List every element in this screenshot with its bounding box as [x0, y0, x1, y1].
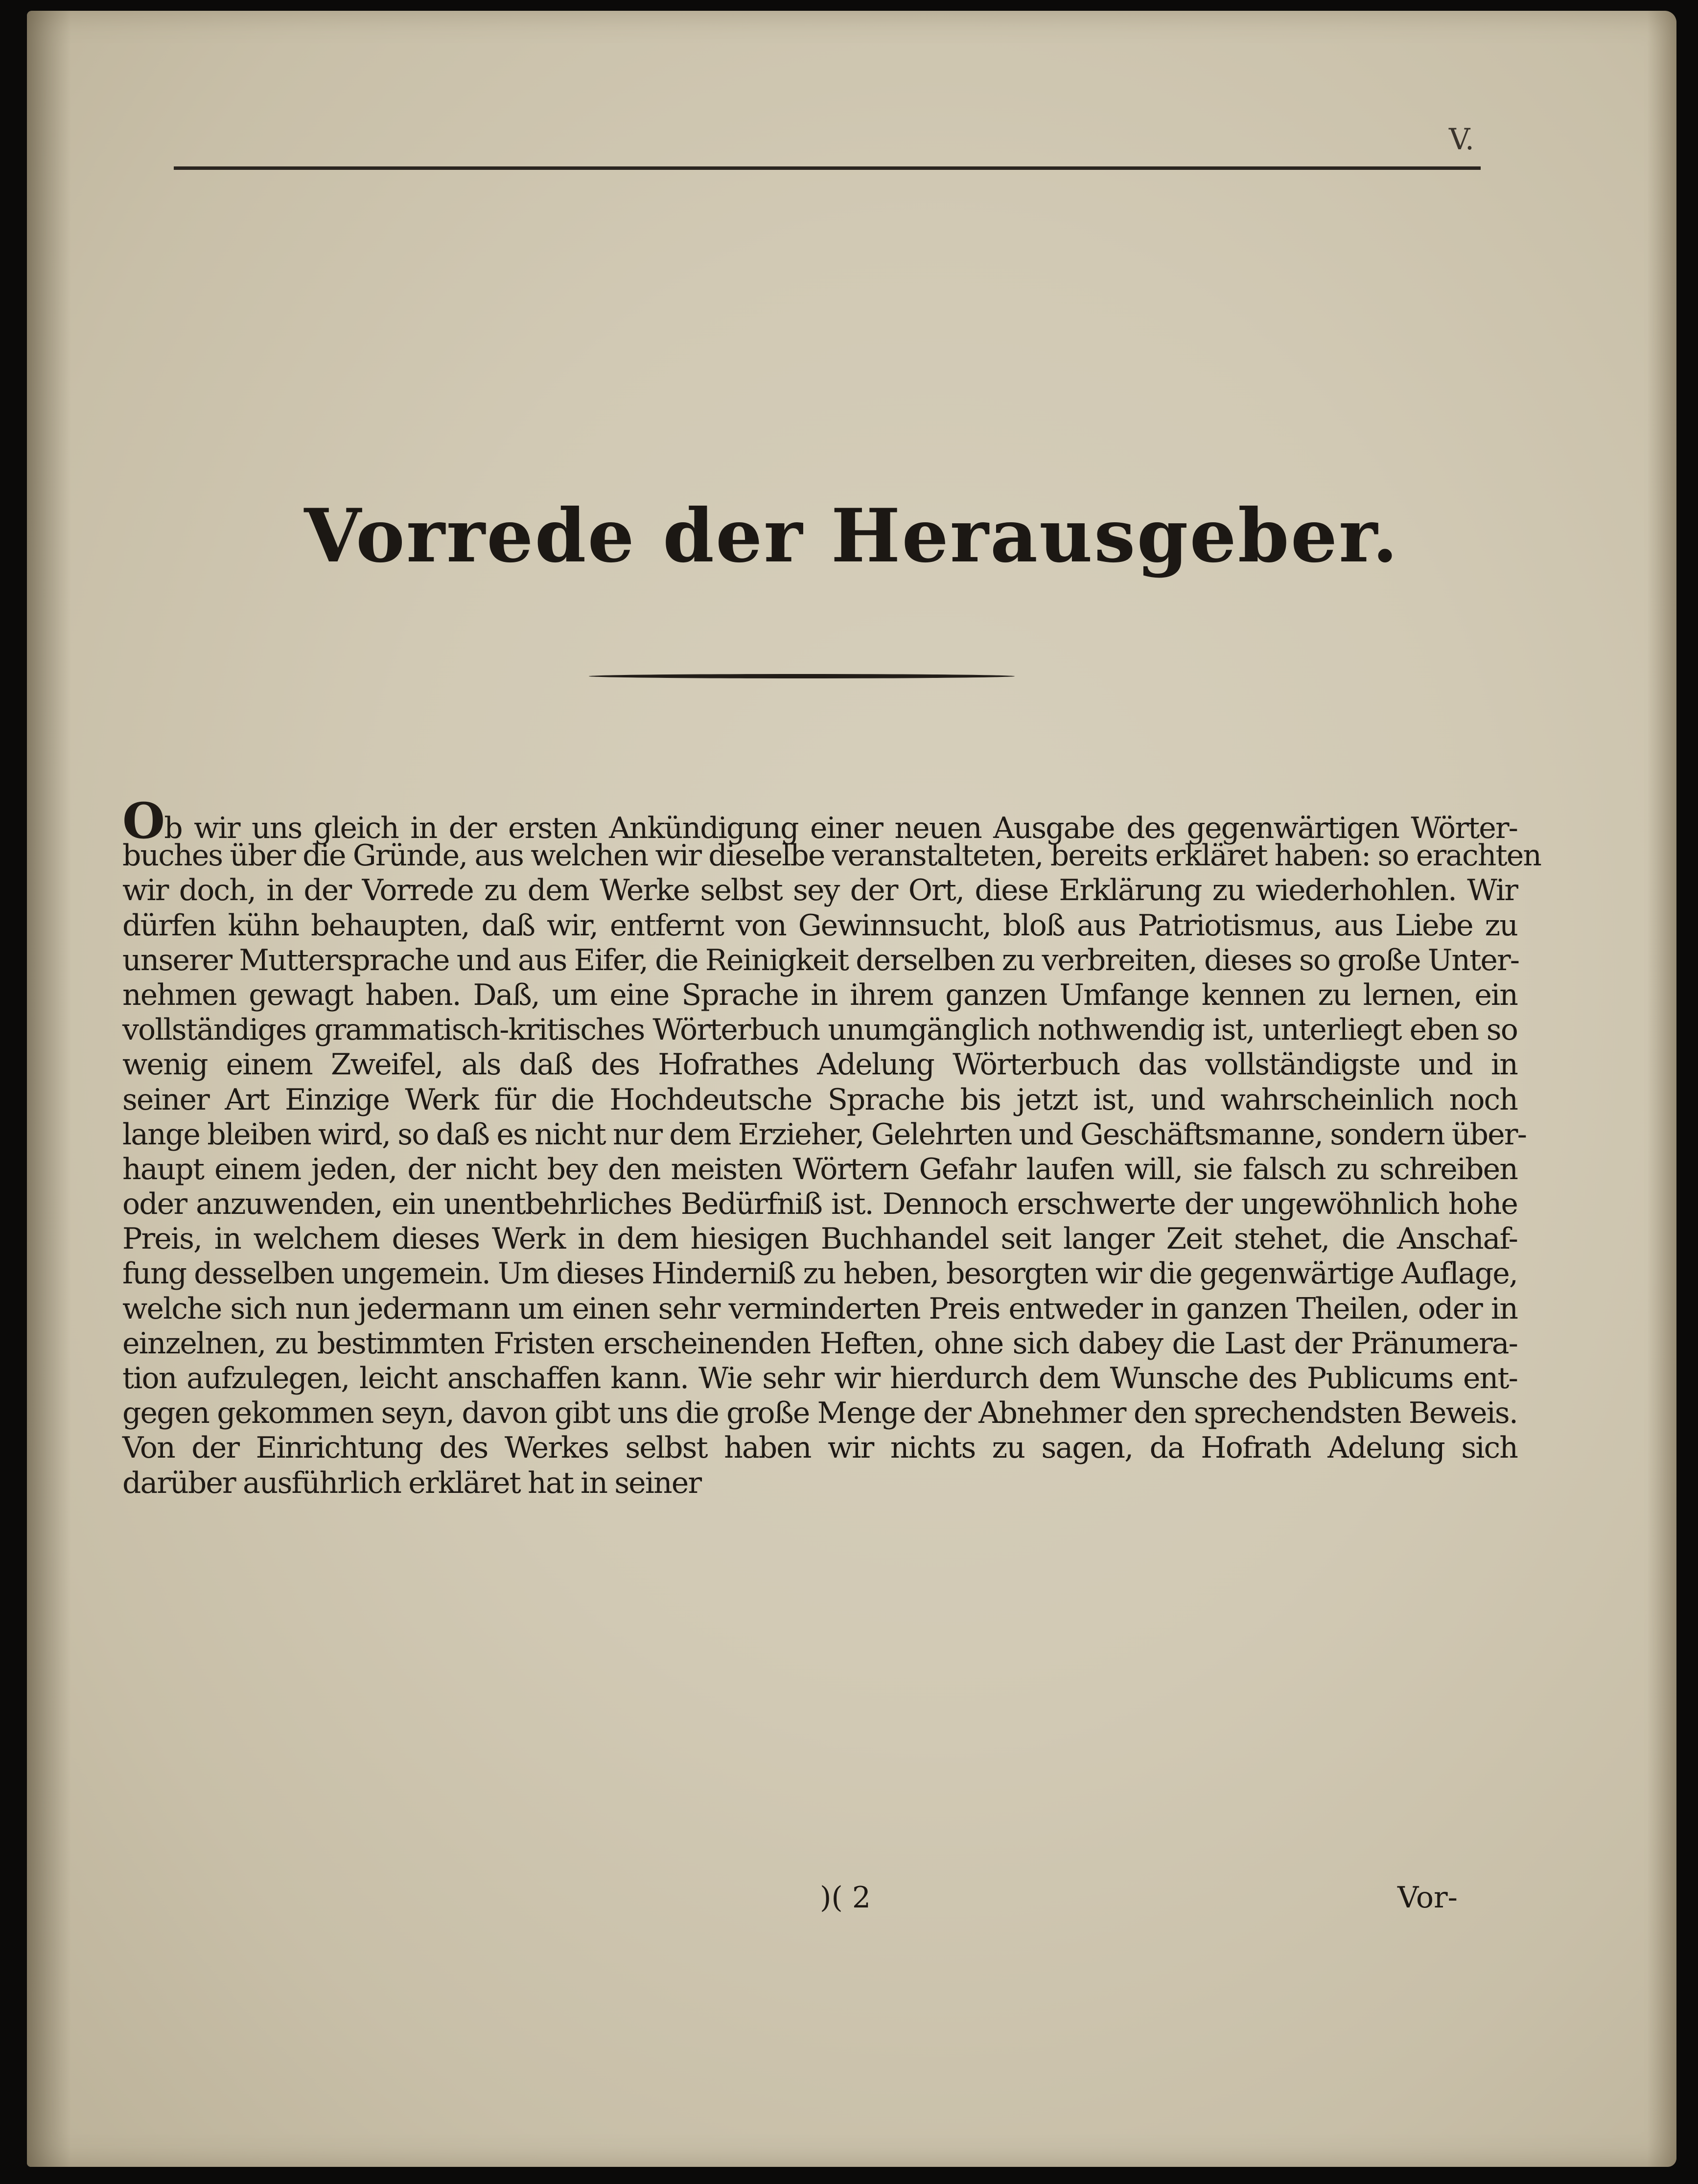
text-line: wenig einem Zweifel, als daß des Hofrathes Adelung Wörterbuch das vollständigste und in	[122, 1047, 1517, 1082]
text-line: gegen gekommen seyn, davon gibt uns die große Menge der Abnehmer den sprechendsten Beweis.	[122, 1396, 1517, 1431]
page-footer	[27, 1881, 1676, 1920]
text-line: nehmen gewagt haben. Daß, um eine Sprache in ihrem ganzen Umfange kennen zu lernen, ein	[122, 977, 1517, 1012]
text-line: tion aufzulegen, leicht anschaffen kann. Wie sehr wir hierdurch dem Wunsche des Publicums ent-	[122, 1361, 1517, 1395]
text-line: Ob wir uns gleich in der ersten Ankündigung einer neuen Ausgabe des gegenwärtigen Wörter-	[122, 792, 1517, 850]
page-number-mark: V.	[1449, 122, 1474, 157]
body-text	[122, 792, 1541, 1501]
catchword: Vor-	[1397, 1881, 1458, 1915]
text-line: fung desselben ungemein. Um dieses Hinderniß zu heben, besorgten wir die gegenwärtige Auflage,	[122, 1256, 1517, 1291]
text-line: oder anzuwenden, ein unentbehrliches Bedürfniß ist. Dennoch erschwerte der ungewöhnlich hohe	[122, 1187, 1517, 1222]
text-line: darüber ausführlich erkläret hat in seiner	[122, 1465, 701, 1500]
text-line: welche sich nun jedermann um einen sehr verminderten Preis entweder in ganzen Theilen, oder in	[122, 1291, 1517, 1326]
text-line: lange bleiben wird, so daß es nicht nur dem Erzieher, Gelehrten und Geschäftsmanne, sondern über-	[122, 1117, 1526, 1152]
text-line: seiner Art Einzige Werk für die Hochdeutsche Sprache bis jetzt ist, und wahrscheinlich noch	[122, 1082, 1517, 1117]
signature-mark: )( 2	[820, 1881, 871, 1915]
text-line: dürfen kühn behaupten, daß wir, entfernt von Gewinnsucht, bloß aus Patriotismus, aus Liebe zu	[122, 908, 1517, 943]
text-line: einzelnen, zu bestimmten Fristen erscheinenden Heften, ohne sich dabey die Last der Pränumera-	[122, 1326, 1517, 1361]
top-rule	[174, 166, 1481, 170]
text-line: buches über die Gründe, aus welchen wir dieselbe veranstalteten, bereits erkläret haben: so erachten	[122, 838, 1541, 873]
text-line: vollständiges grammatisch-kritisches Wörterbuch unumgänglich nothwendig ist, unterliegt eben so	[122, 1013, 1517, 1047]
text-line: Preis, in welchem dieses Werk in dem hiesigen Buchhandel seit langer Zeit stehet, die Anschaf-	[122, 1222, 1517, 1256]
title-rule	[589, 674, 1015, 678]
text-line: wir doch, in der Vorrede zu dem Werke selbst sey der Ort, diese Erklärung zu wiederhohlen. Wir	[122, 873, 1517, 908]
page-title: Vorrede der Herausgeber.	[304, 493, 1399, 579]
text-line: Von der Einrichtung des Werkes selbst haben wir nichts zu sagen, da Hofrath Adelung sich	[122, 1431, 1517, 1465]
document-page	[27, 11, 1676, 2167]
text-line: haupt einem jeden, der nicht bey den meisten Wörtern Gefahr laufen will, sie falsch zu schreiben	[122, 1152, 1517, 1186]
text-line: unserer Muttersprache und aus Eifer, die Reinigkeit derselben zu verbreiten, dieses so große Unter-	[122, 943, 1519, 977]
